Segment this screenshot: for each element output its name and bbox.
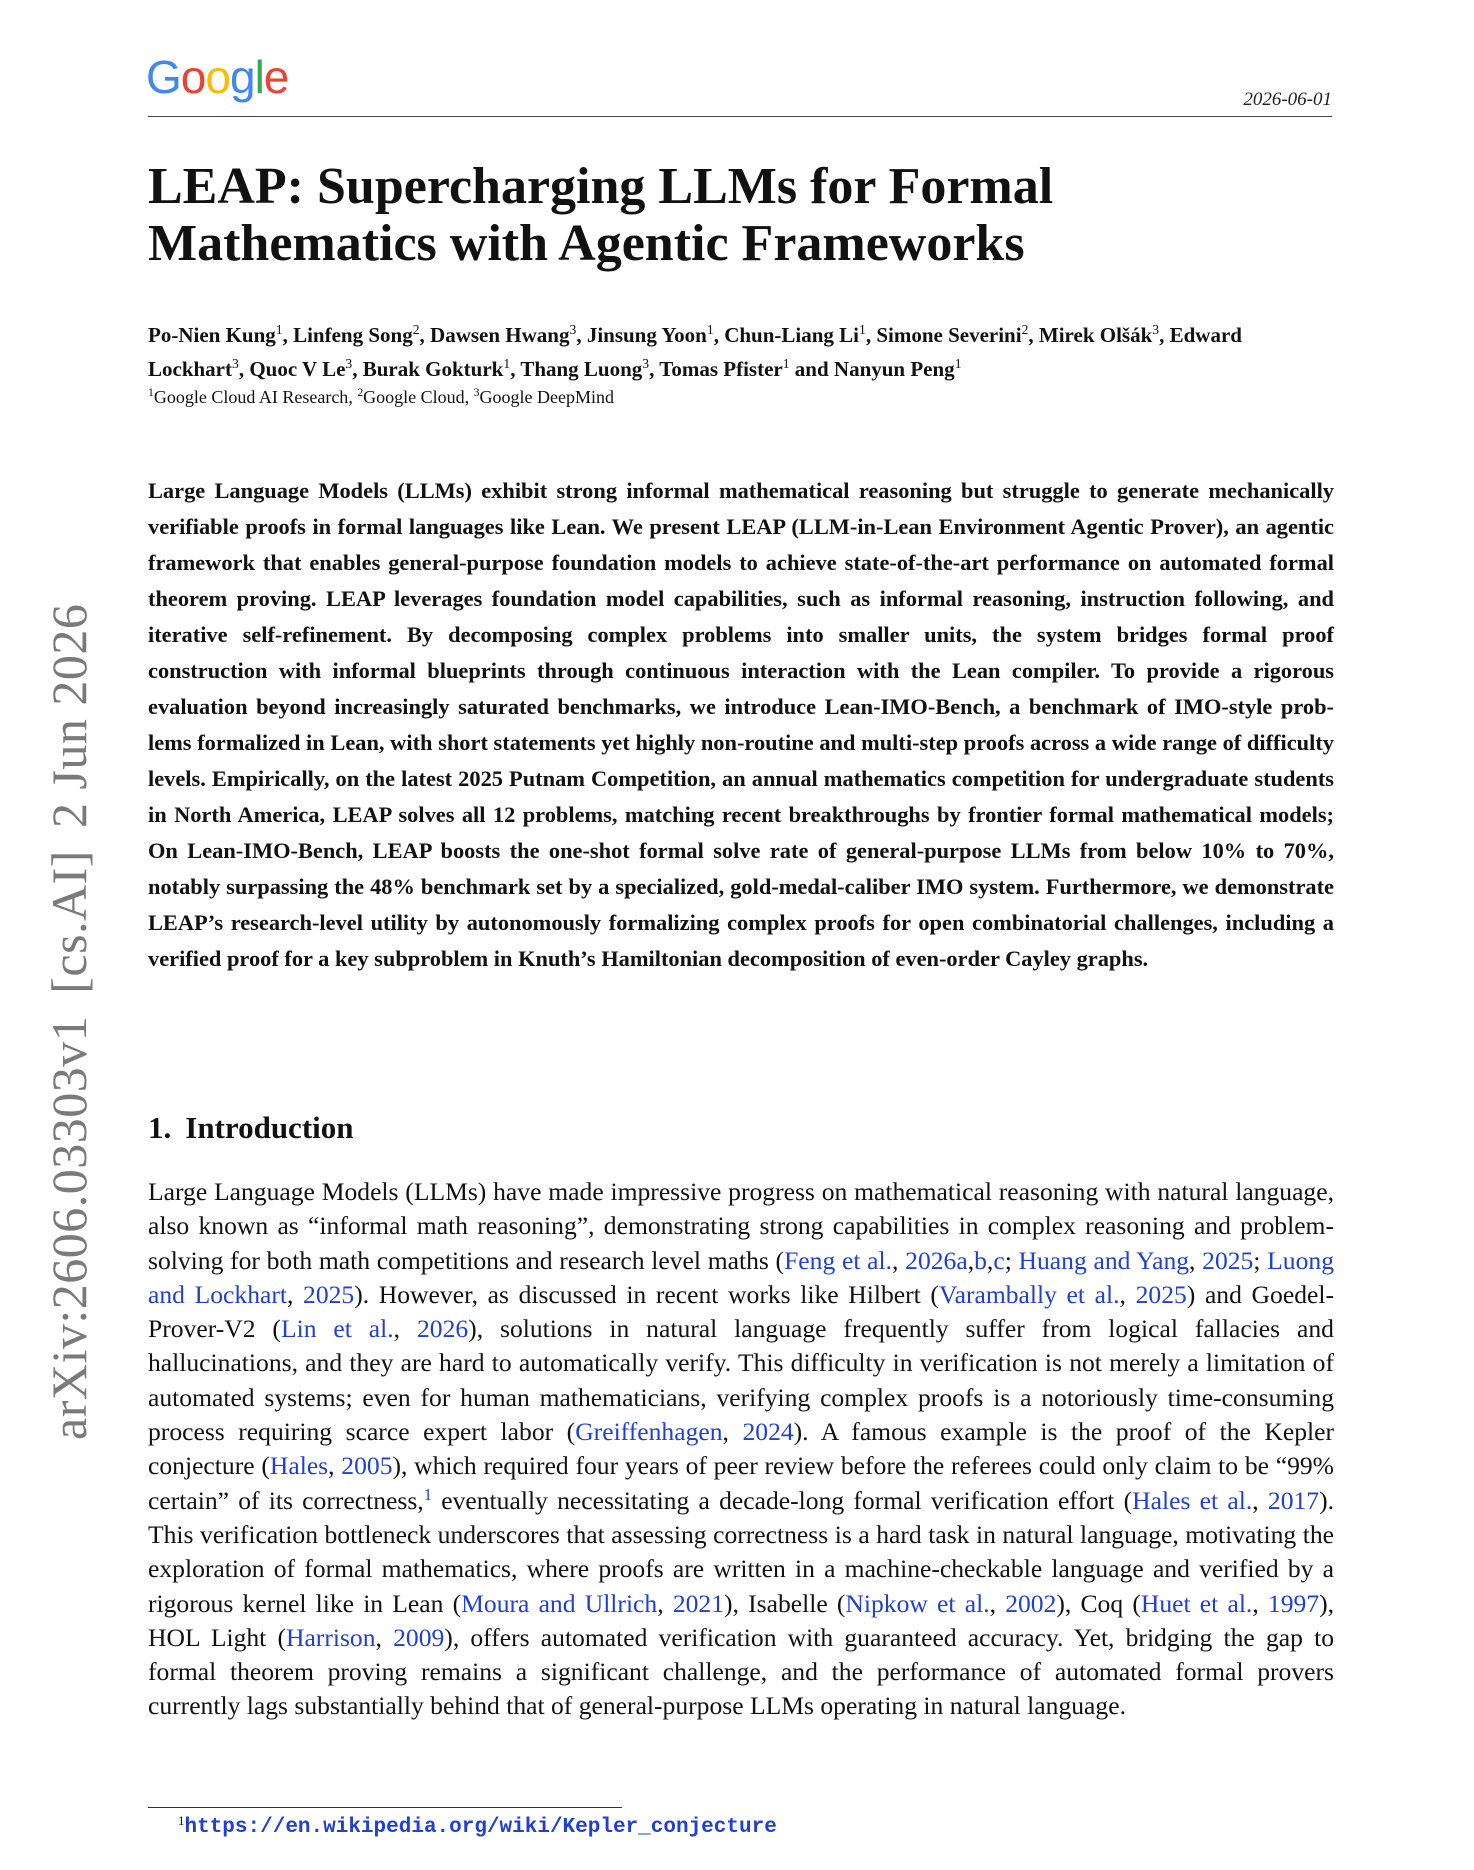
arxiv-category: [cs.AI] xyxy=(41,850,97,994)
arxiv-id: arXiv:2606.03303v1 xyxy=(41,1015,97,1440)
author-name: Mirek Olšák xyxy=(1038,323,1153,347)
intro-text: , xyxy=(892,1245,906,1275)
intro-text: , xyxy=(1119,1279,1136,1309)
author-name: Edward Lockhart xyxy=(148,323,1242,381)
author-affiliation-mark: 3 xyxy=(642,356,650,372)
intro-text: ), which required four years of peer review before the referees could only claim to be “99% certain” of its correctness, xyxy=(148,1451,1335,1515)
abstract: Large Language Models (LLMs) exhibit strong informal mathematical reasoning but struggle to generate mechanically verifiable proofs in formal languages like Lean. We present LEAP (LLM-in-Lean Environment Agentic Prover), an agentic framework that enables general-purpose foundation models to achieve state-of-the-art performance on automated formal theorem proving. LEAP leverages foundation model capabilities, such as informal reasoning, instruction following, and iterative self-refinement. By decomposing complex problems into smaller units, the system bridges formal proof construction with informal blueprints through continuous interaction with the Lean compiler. To provide a rigorous evaluation beyond increasingly saturated benchmarks, we introduce Lean-IMO-Bench, a benchmark of IMO-style problems formalized in Lean, with short statements yet highly non-routine and multi-step proofs across a wide range of difficulty levels. Empirically, on the latest 2025 Putnam Competition, an annual mathematics competition for undergraduate students in North America, LEAP solves all 12 problems, matching recent breakthroughs by frontier formal mathematical models; On Lean-IMO-Bench, LEAP boosts the one-shot formal solve rate of general-purpose LLMs from below 10% to 70%, notably surpassing the 48% benchmark set by a specialized, gold-medal-caliber IMO system. Furthermore, we demonstrate LEAP’s research-level utility by autonomously formalizing complex proofs for open combinatorial challenges, including a verified proof for a key subproblem in Knuth’s Hamiltonian decomposition of even-order Cayley graphs. xyxy=(148,478,1334,971)
affiliation-number: 2 xyxy=(357,385,364,399)
intro-text: , xyxy=(1189,1245,1203,1275)
citation-link[interactable]: Luong and Lockhart xyxy=(148,1245,1334,1309)
footnote xyxy=(178,1812,777,1842)
citation-link[interactable]: c xyxy=(993,1245,1005,1275)
logo-letter: e xyxy=(263,51,289,103)
citation-link[interactable]: Huet et al. xyxy=(1140,1588,1253,1618)
citation-link[interactable]: 1997 xyxy=(1267,1588,1320,1618)
paper-title: LEAP: Supercharging LLMs for Formal Mathematics with Agentic Frameworks xyxy=(148,158,1054,272)
intro-text: ). This verification bottleneck underscores that assessing correctness is a hard task in natural language, motivating the exploration of formal mathematics, where proofs are written in a machine-checkable language and verified by a rigorous kernel like in Lean ( xyxy=(148,1485,1335,1618)
author-affiliation-mark: 1 xyxy=(954,356,962,372)
affiliation-number: 1 xyxy=(148,385,154,399)
intro-text: , xyxy=(393,1314,417,1344)
citation-link[interactable]: 2017 xyxy=(1267,1485,1320,1515)
citation-link[interactable]: Moura and Ullrich xyxy=(461,1588,658,1618)
author-affiliation-mark: 1 xyxy=(782,356,790,372)
author-affiliation-mark: 3 xyxy=(569,322,577,338)
author-affiliation-mark: 2 xyxy=(1021,322,1029,338)
author-name: Po-Nien Kung xyxy=(148,323,276,347)
citation-link[interactable]: 2025 xyxy=(303,1279,355,1309)
intro-text: ) and Goedel-Prover-V2 ( xyxy=(148,1279,1334,1344)
author-name: Quoc V Le xyxy=(249,357,346,381)
author-affiliation-mark: 2 xyxy=(412,322,420,338)
logo-letter: l xyxy=(254,51,264,103)
header-rule xyxy=(148,116,1332,117)
footnote-number: 1 xyxy=(178,1813,185,1829)
logo-letter: o xyxy=(180,51,206,103)
arxiv-date: 2 Jun 2026 xyxy=(41,603,97,829)
author-affiliation-mark: 1 xyxy=(503,356,511,372)
author-name: Thang Luong xyxy=(520,357,643,381)
author-name: Tomas Pfister xyxy=(659,357,783,381)
affiliation-name: Google Cloud AI Research xyxy=(153,387,349,407)
intro-text: ; xyxy=(1004,1245,1019,1275)
google-logo xyxy=(146,51,289,103)
citation-link[interactable]: Varambally et al. xyxy=(938,1279,1120,1309)
intro-text: , xyxy=(967,1245,975,1275)
intro-text: , xyxy=(986,1245,994,1275)
author-name: Dawsen Hwang xyxy=(430,323,570,347)
citation-link[interactable]: Lin et al. xyxy=(280,1314,394,1344)
author-affiliation-mark: 1 xyxy=(275,322,283,338)
section-number: 1. xyxy=(148,1110,172,1145)
footnote-ref-link[interactable]: 1 xyxy=(423,1484,433,1504)
intro-text: eventually necessitating a decade-long formal verification effort ( xyxy=(432,1485,1133,1515)
affiliation-name: Google Cloud xyxy=(363,387,465,407)
intro-text: , xyxy=(1252,1588,1268,1618)
citation-link[interactable]: b xyxy=(974,1245,987,1275)
section-heading xyxy=(148,1108,354,1148)
citation-link[interactable]: Huang and Yang xyxy=(1018,1245,1190,1275)
citation-link[interactable]: 2009 xyxy=(393,1622,445,1652)
intro-text: , xyxy=(328,1451,342,1481)
intro-text: , xyxy=(989,1588,1006,1618)
intro-text: ; xyxy=(1253,1245,1268,1275)
citation-link[interactable]: 2002 xyxy=(1005,1588,1057,1618)
section-title: Introduction xyxy=(185,1110,354,1145)
intro-text: ). However, as discussed in recent works like Hilbert ( xyxy=(354,1279,939,1309)
author-name: Nanyun Peng xyxy=(833,357,955,381)
author-name: Jinsung Yoon xyxy=(586,323,707,347)
affiliation-name: Google DeepMind xyxy=(479,387,614,407)
citation-link[interactable]: 2025 xyxy=(1202,1245,1254,1275)
affiliation-number: 3 xyxy=(473,385,480,399)
author-affiliation-mark: 1 xyxy=(859,322,866,338)
intro-text: ), HOL Light ( xyxy=(148,1588,1335,1652)
intro-text: Large Language Models (LLMs) have made impressive progress on mathematical reasoning with natural language, also known as “informal math reasoning”, demonstrating strong capabilities in complex reasoning and problem-solving for both math competitions and research level maths ( xyxy=(148,1177,1334,1275)
intro-text: ), solutions in natural language frequently suffer from logical fallacies and hallucinations, and they are hard to automatically verify. This difficulty in verification is not merely a limitation of automated systems; even for human mathematicians, verifying complex proofs is a notoriously time-consuming process requiring scarce expert labor ( xyxy=(148,1314,1334,1447)
intro-text: , xyxy=(657,1588,673,1618)
citation-link[interactable]: 2024 xyxy=(742,1417,794,1447)
logo-letter: G xyxy=(146,51,181,103)
citation-link[interactable]: 2025 xyxy=(1135,1279,1187,1309)
author-affiliation-mark: 1 xyxy=(706,322,714,338)
citation-link[interactable]: 2026a xyxy=(905,1245,968,1275)
intro-text: ). A famous example is the proof of the Kepler conjecture ( xyxy=(148,1417,1335,1481)
author-name: Chun-Liang Li xyxy=(724,323,859,347)
footnote-link[interactable]: https://en.wikipedia.org/wiki/Kepler_conjecture xyxy=(184,1816,777,1839)
intro-paragraph xyxy=(148,1175,1334,1724)
citation-link[interactable]: 2026 xyxy=(416,1314,469,1344)
intro-text: , xyxy=(1252,1485,1268,1515)
citation-link[interactable]: Greiffenhagen xyxy=(575,1417,723,1447)
logo-letter: o xyxy=(205,51,230,103)
citation-link[interactable]: 2021 xyxy=(672,1588,724,1618)
arxiv-sidebar-stamp xyxy=(40,582,98,1440)
intro-text: ), Isabelle ( xyxy=(724,1588,846,1618)
intro-text: , xyxy=(375,1622,394,1652)
author-affiliation-mark: 3 xyxy=(345,356,353,372)
footnote-rule xyxy=(148,1807,622,1808)
author-name: Simone Severini xyxy=(876,323,1022,347)
intro-text: ), Coq ( xyxy=(1056,1588,1141,1618)
citation-link[interactable]: Hales xyxy=(269,1451,329,1481)
citation-link[interactable]: Hales et al. xyxy=(1132,1485,1253,1515)
citation-link[interactable]: Harrison xyxy=(285,1622,376,1652)
logo-letter: g xyxy=(229,51,255,103)
citation-link[interactable]: Feng et al. xyxy=(784,1245,893,1275)
citation-link[interactable]: Nipkow et al. xyxy=(845,1588,990,1618)
author-list: Po-Nien Kung$^1$, Linfeng Song$^2$, Dawsen Hwang$^3$, Jinsung Yoon$^1$, Chun-Liang Li$^1$, Simone Severini$^2$, Mirek Olšák$^3$, Edward Lockhart$^3$, Quoc V Le$^3$, Burak Gokturk$^1$, Thang Luong$^3$, Tomas Pfister$^1$ and Nanyun Peng$^1$ xyxy=(148,322,1242,381)
author-affiliation-mark: 3 xyxy=(232,356,239,372)
intro-text: , xyxy=(286,1279,304,1309)
intro-text: ), offers automated verification with guaranteed accuracy. Yet, bridging the gap to formal theorem proving remains a significant challenge, and the performance of automated formal provers currently lags substantially behind that of general-purpose LLMs operating in natural language. xyxy=(148,1622,1334,1721)
affiliation-list: $^1$Google Cloud AI Research, $^2$Google Cloud, $^3$Google DeepMind xyxy=(148,385,614,407)
intro-text: , xyxy=(722,1417,743,1447)
publication-date: 2026-06-01 xyxy=(1243,89,1332,110)
author-name: Burak Gokturk xyxy=(362,357,504,381)
author-name: Linfeng Song xyxy=(293,323,413,347)
citation-link[interactable]: 2005 xyxy=(341,1451,393,1481)
author-affiliation-mark: 3 xyxy=(1152,322,1160,338)
